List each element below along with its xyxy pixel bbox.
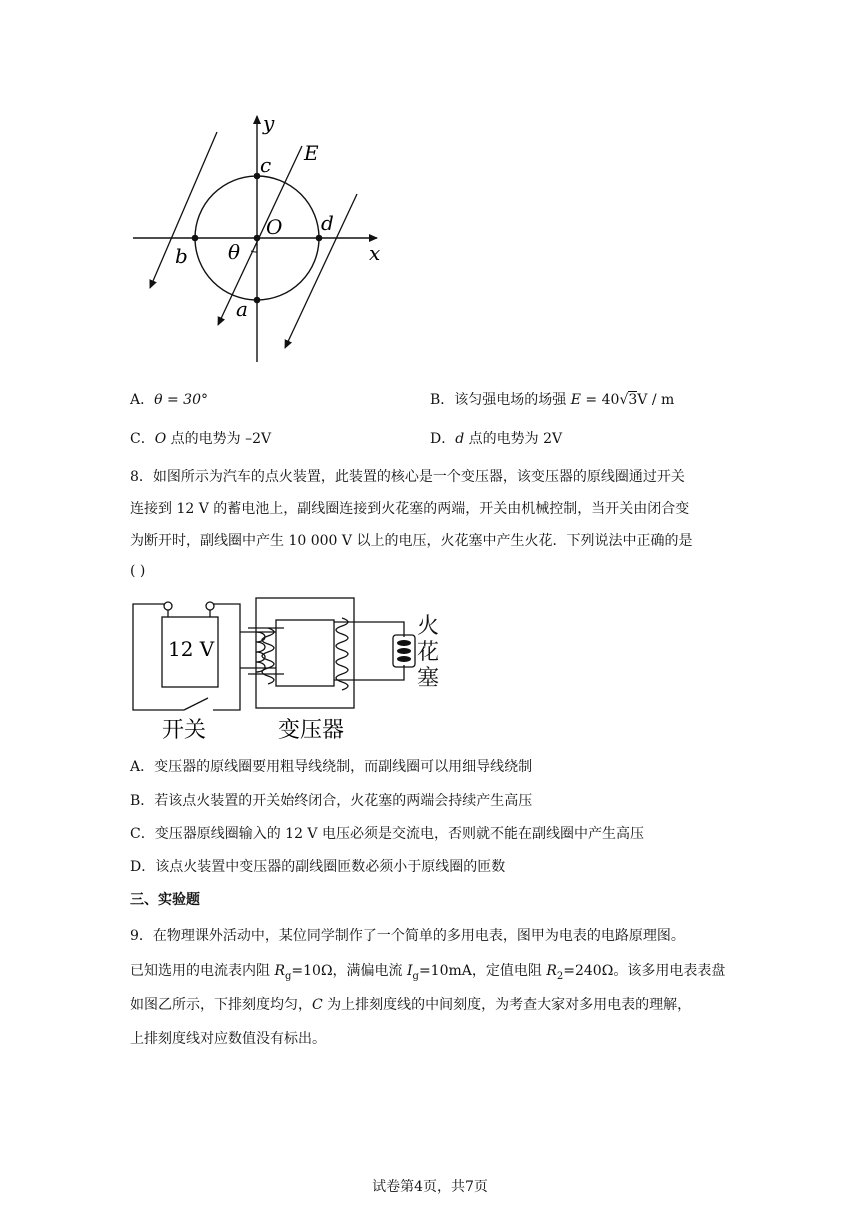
label-c: c [260, 153, 272, 177]
option-c-text: 点的电势为 –2V [166, 431, 272, 447]
option-b-label: B． [430, 392, 455, 408]
formula-E: E [570, 392, 581, 408]
option-d-label: D． [430, 431, 456, 447]
page-footer: 试卷第4页，共7页 [372, 1179, 488, 1195]
label-d: d [321, 211, 334, 235]
section-heading: 三、实验题 [130, 892, 200, 908]
formula-eq: = 40 [580, 392, 620, 408]
spark-plug-label: 火花塞 [417, 614, 440, 691]
formula-unit: V / m [637, 392, 675, 408]
battery-terminal-pos [206, 602, 214, 610]
spark-electrode-3 [397, 656, 411, 662]
option-c-label: C． [130, 431, 155, 447]
q9-text-d: =240Ω。该多用电表表盘 [563, 963, 726, 979]
option-c-point: O [154, 431, 167, 447]
q9-line-2 [130, 960, 725, 982]
battery-terminal-neg [164, 602, 172, 610]
label-y: y [263, 111, 275, 135]
q9-line-4: 上排刻度线对应数值没有标出。 [130, 1031, 326, 1047]
q7-option-a [130, 389, 208, 409]
label-O: O [266, 215, 283, 239]
q9-text-f: 为上排刻度线的中间刻度，为考查大家对多用电表的理解， [322, 997, 692, 1013]
q9-text-e: 如图乙所示，下排刻度均匀， [130, 997, 312, 1013]
q8-option-d: D．该点火装置中变压器的副线圈匝数必须小于原线圈的匝数 [130, 859, 506, 875]
q9-text-b: =10Ω，满偏电流 [291, 963, 408, 979]
symbol-R: R [274, 963, 285, 979]
subscript-g: g [285, 970, 292, 982]
q9-line-1: 9．在物理课外活动中，某位同学制作了一个简单的多用电表，图甲为电表的电路原理图。 [130, 928, 685, 944]
symbol-C: C [312, 997, 323, 1013]
point-b [192, 235, 199, 242]
battery-label: 12 V [168, 637, 215, 661]
q7-option-b [430, 389, 674, 409]
q7-option-c [130, 428, 271, 448]
label-a: a [236, 297, 248, 321]
q8-option-c: C．变压器原线圈输入的 12 V 电压必须是交流电，否则就不能在副线圈中产生高压 [130, 826, 644, 842]
option-d-point: d [455, 431, 465, 447]
q8-line-2: 连接到 12 V 的蓄电池上，副线圈连接到火花塞的两端，开关由机械控制，当开关由闭合变 [130, 501, 690, 517]
symbol-I: I [407, 963, 413, 979]
q8-option-b: B．若该点火装置的开关始终闭合，火花塞的两端会持续产生高压 [130, 793, 533, 809]
label-b: b [175, 244, 188, 268]
option-b-text: 该匀强电场的场强 [454, 392, 571, 408]
q8-option-a: A．变压器的原线圈要用粗导线绕制，而副线圈可以用细导线绕制 [130, 759, 533, 775]
spark-electrode-1 [397, 640, 411, 646]
q9-text-c: =10mA，定值电阻 [418, 963, 547, 979]
point-a [254, 297, 261, 304]
label-x: x [369, 241, 381, 265]
symbol-R2: R [546, 963, 557, 979]
q8-line-1: 8．如图所示为汽车的点火装置，此装置的核心是一个变压器，该变压器的原线圈通过开关 [130, 469, 685, 485]
transformer-label: 变压器 [278, 718, 345, 743]
q9-text-a: 已知选用的电流表内阻 [130, 963, 275, 979]
primary-coil [248, 628, 284, 674]
label-theta: θ [228, 240, 241, 264]
option-d-text: 点的电势为 2V [464, 431, 563, 447]
option-a-label: A． [130, 392, 155, 408]
field-circle-figure [125, 110, 395, 370]
secondary-coil-turns [336, 618, 348, 690]
sqrt-sign: √ [619, 392, 629, 408]
spark-electrode-2 [397, 648, 411, 654]
q8-line-4: ( ) [130, 563, 146, 579]
point-o [254, 235, 261, 242]
option-a-text: θ = 30° [154, 392, 208, 408]
primary-coil-turns [262, 628, 274, 684]
label-E: E [304, 141, 319, 165]
ignition-circuit-figure [128, 592, 448, 744]
subscript-g2: g [412, 970, 419, 982]
subscript-2: 2 [556, 970, 564, 982]
switch-label: 开关 [162, 718, 207, 743]
q9-line-3 [130, 994, 691, 1014]
formula-sqrt: 3 [628, 392, 638, 408]
point-d [316, 235, 323, 242]
q8-line-3: 为断开时，副线圈中产生 10 000 V 以上的电压，火花塞中产生火花．下列说法中正确的是 [130, 533, 693, 549]
q7-option-d [430, 428, 562, 448]
